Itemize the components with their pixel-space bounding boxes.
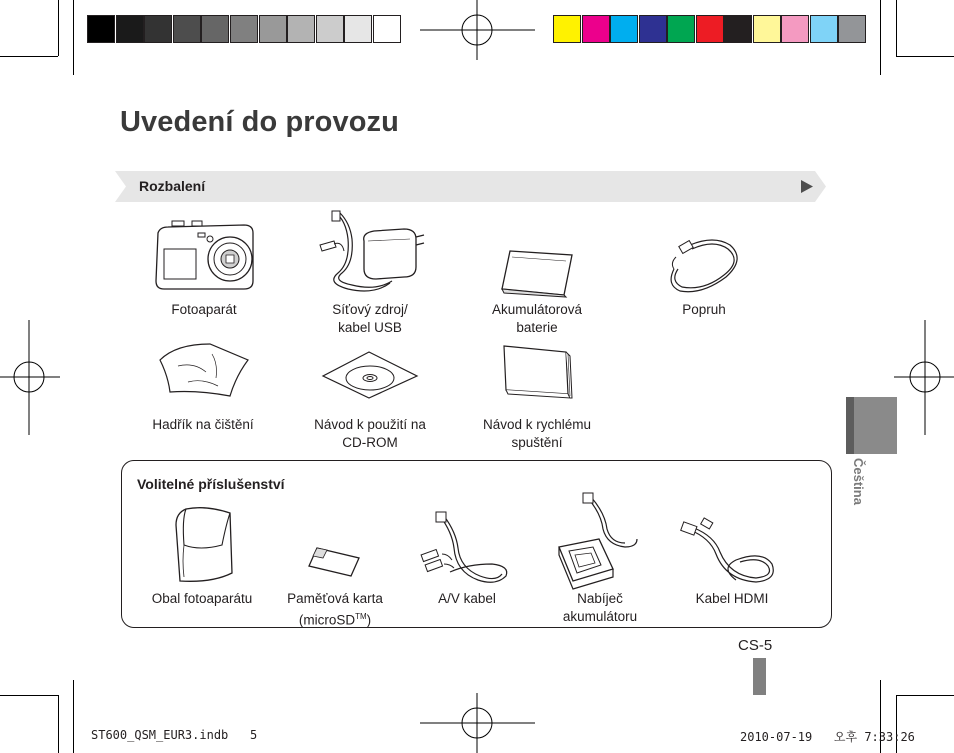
caption-strap: Popruh [682, 302, 726, 317]
caption-cloth: Hadřík na čištění [152, 417, 254, 432]
caption-camera: Fotoaparát [171, 302, 237, 317]
hdmi-cable-icon [680, 520, 780, 590]
registration-mark-right [894, 320, 954, 435]
av-cable-icon [420, 512, 510, 590]
caption-power-adapter: Síťový zdroj/ kabel USB [332, 302, 408, 335]
memory-card-icon [305, 546, 363, 578]
gray-swatch-10 [373, 15, 401, 43]
footer-file-name: ST600_QSM_EUR3.indb 5 [91, 728, 258, 742]
registration-mark-bottom [420, 693, 535, 753]
process-swatch-0 [553, 15, 581, 43]
booklet-icon [500, 344, 574, 400]
gray-swatch-6 [259, 15, 287, 43]
process-swatch-5 [696, 15, 724, 43]
page-title: Uvedení do provozu [120, 106, 399, 138]
charger-icon [553, 493, 643, 591]
caption-memory-card: Paměťová karta (microSD™) [287, 591, 383, 628]
registration-mark-top [420, 0, 535, 60]
battery-icon [500, 249, 574, 297]
caption-cd-rom: Návod k použití na CD-ROM [314, 417, 426, 450]
process-swatch-10 [838, 15, 866, 43]
process-swatch-2 [610, 15, 638, 43]
process-swatch-7 [753, 15, 781, 43]
camera-case-icon [172, 505, 236, 585]
optional-accessories-title: Volitelné příslušenství [137, 476, 285, 492]
process-swatch-8 [781, 15, 809, 43]
cloth-icon [158, 342, 250, 398]
footer-timestamp: 2010-07-19 오후 7:33:26 [740, 730, 915, 744]
caption-av-cable: A/V kabel [438, 591, 496, 606]
caption-charger: Nabíječ akumulátoru [562, 591, 638, 624]
strap-icon [666, 233, 742, 297]
gray-swatch-0 [87, 15, 115, 43]
section-header-bar [115, 171, 826, 202]
cd-rom-icon [321, 350, 419, 400]
process-swatch-9 [810, 15, 838, 43]
camera-icon [152, 219, 256, 291]
caption-battery: Akumulátorová baterie [491, 302, 583, 335]
process-swatch-6 [724, 15, 752, 43]
gray-swatch-3 [173, 15, 201, 43]
power-adapter-icon [318, 211, 428, 299]
gray-swatch-5 [230, 15, 258, 43]
caption-camera-case: Obal fotoaparátu [151, 591, 253, 606]
caption-hdmi-cable: Kabel HDMI [695, 591, 769, 606]
gray-swatch-4 [201, 15, 229, 43]
language-tab-edge [846, 397, 854, 454]
gray-swatch-7 [287, 15, 315, 43]
process-swatch-3 [639, 15, 667, 43]
page-number: CS-5 [738, 637, 773, 654]
process-swatch-1 [582, 15, 610, 43]
gray-swatch-1 [116, 15, 144, 43]
page-number-bar [753, 658, 766, 695]
language-tab-label: Čeština [851, 458, 866, 505]
process-swatch-4 [667, 15, 695, 43]
gray-swatch-9 [344, 15, 372, 43]
gray-swatch-8 [316, 15, 344, 43]
registration-mark-left [0, 320, 60, 435]
gray-swatch-2 [144, 15, 172, 43]
caption-booklet: Návod k rychlému spuštění [482, 417, 592, 450]
section-label: Rozbalení [139, 178, 206, 194]
